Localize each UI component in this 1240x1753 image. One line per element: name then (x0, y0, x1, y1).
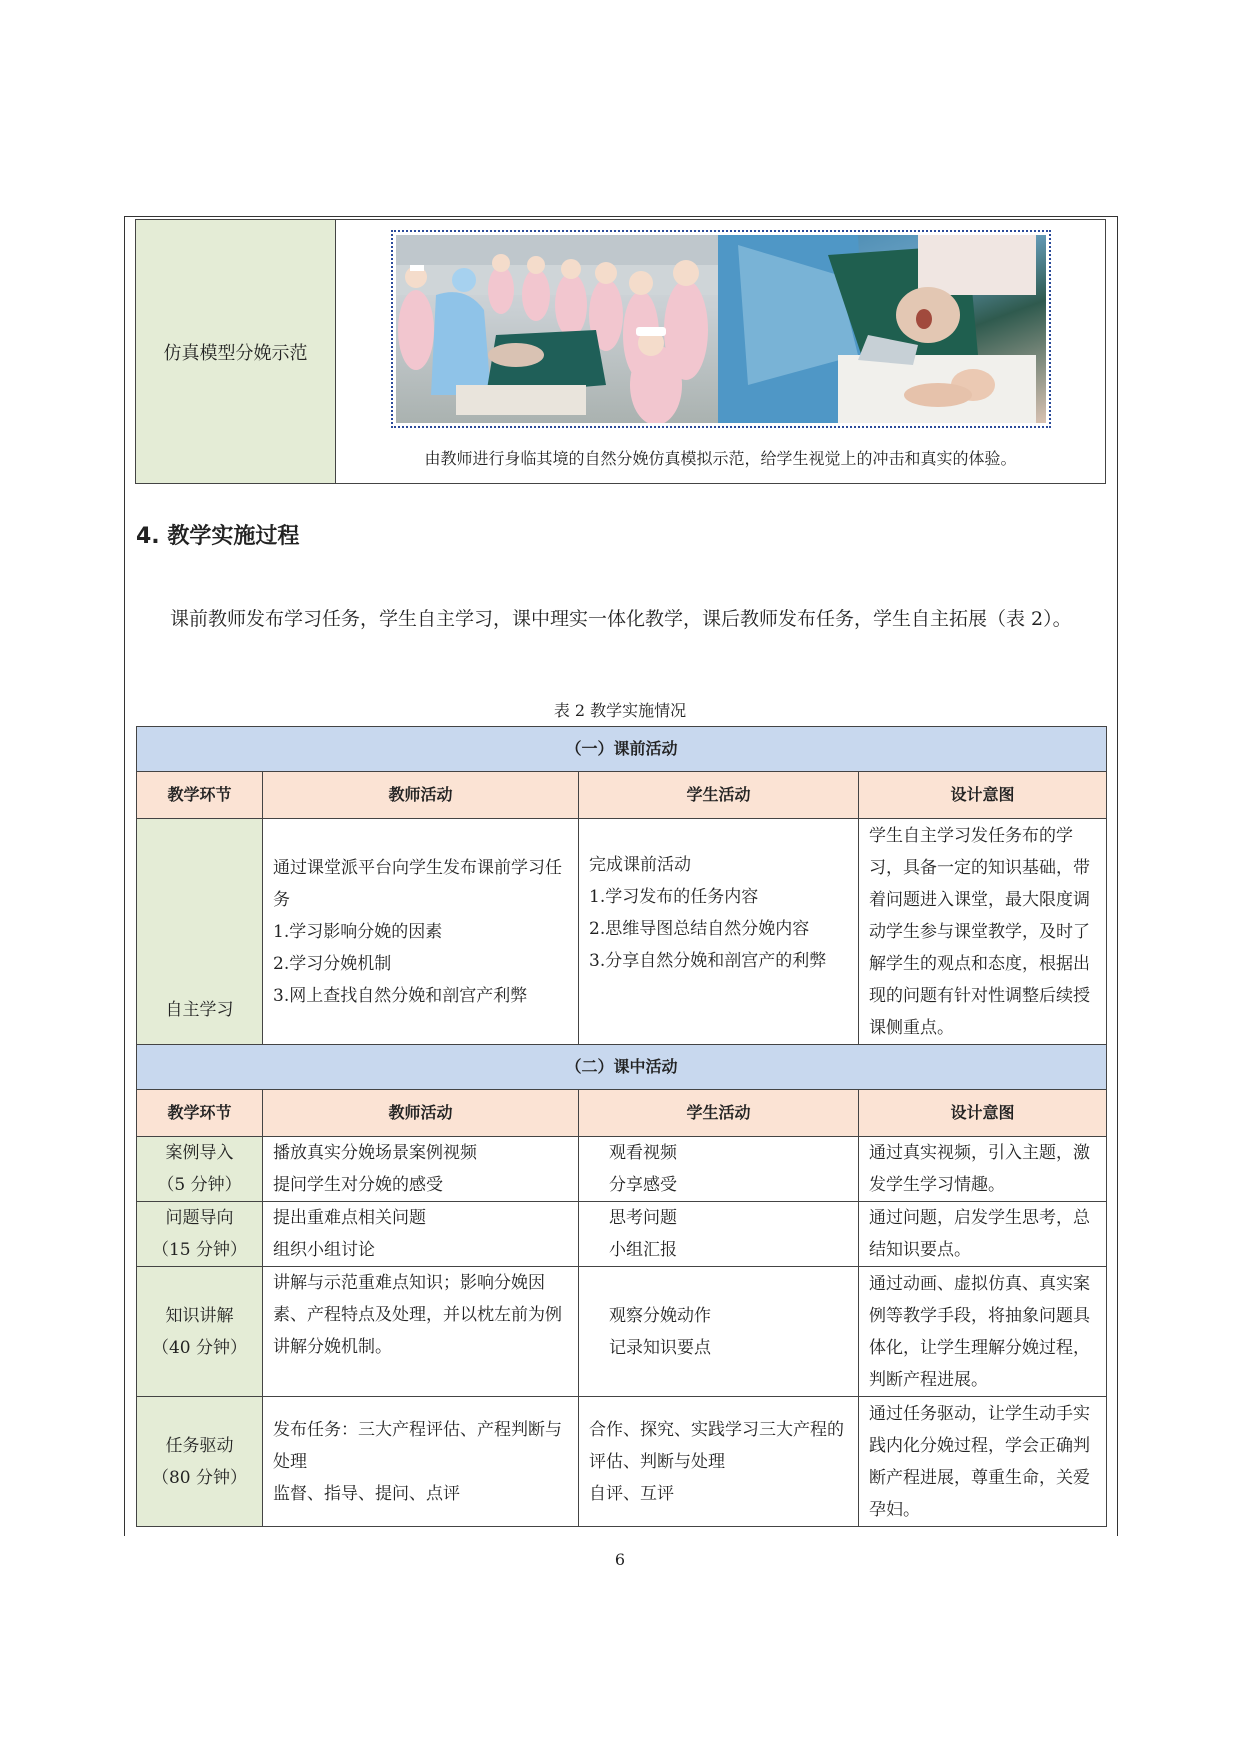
cell-line: 通过课堂派平台向学生发布课前学习任务 (273, 857, 562, 910)
section-row (137, 1045, 1107, 1090)
cell-line: 观察分娩动作 (609, 1305, 711, 1326)
column-header: 设计意图 (859, 1090, 1107, 1137)
stage-duration: （80 分钟） (151, 1467, 248, 1488)
intent-cell: 通过真实视频，引入主题，激发学生学习情趣。 (859, 1137, 1107, 1202)
cell-line: 讲解与示范重难点知识；影响分娩因素、产程特点及处理，并以枕左前为例讲解分娩机制。 (273, 1273, 562, 1357)
stage-duration: （5 分钟） (157, 1175, 242, 1195)
photo-caption: 由教师进行身临其境的自然分娩仿真模拟示范，给学生视觉上的冲击和真实的体验。 (424, 449, 1017, 468)
cell-line: 2.学习分娩机制 (273, 953, 392, 974)
stage-cell (137, 1267, 263, 1397)
demo-photo-cell (336, 220, 1106, 484)
student-cell (579, 1202, 859, 1267)
student-cell (579, 1267, 859, 1397)
cell-line: 3.网上查找自然分娩和剖宫产利弊 (273, 985, 528, 1006)
table-caption: 表 2 教学实施情况 (553, 701, 687, 720)
section-heading: 4. 教学实施过程 (136, 524, 300, 549)
cell-line: 1.学习影响分娩的因素 (273, 921, 443, 942)
cell-line: 合作、探究、实践学习三大产程的评估、判断与处理 (589, 1419, 844, 1472)
cell-line: 小组汇报 (609, 1240, 677, 1260)
column-header: 学生活动 (579, 772, 859, 819)
stage-cell (137, 1202, 263, 1267)
student-cell (579, 1137, 859, 1202)
cell-line: 发布任务：三大产程评估、产程判断与处理 (273, 1419, 562, 1472)
demo-label: 仿真模型分娩示范 (136, 220, 336, 484)
table-row (137, 1267, 1107, 1397)
cell-line: 思考问题 (609, 1208, 677, 1228)
column-header: 教学环节 (137, 772, 263, 819)
page-number: 6 (614, 1550, 626, 1569)
cell-line: 提出重难点相关问题 (273, 1208, 426, 1228)
teacher-cell (263, 819, 579, 1045)
cell-line: 自评、互评 (589, 1483, 674, 1504)
table-row (137, 1202, 1107, 1267)
intent-cell: 通过任务驱动，让学生动手实践内化分娩过程，学会正确判断产程进展，尊重生命，关爱孕妇。 (859, 1397, 1107, 1527)
cell-line: 1.学习发布的任务内容 (589, 887, 759, 907)
teacher-cell (263, 1397, 579, 1527)
intent-cell: 学生自主学习发任务布的学习，具备一定的知识基础，带着问题进入课堂，最大限度调动学生参与课堂教学，及时了解学生的观点和态度，根据出现的问题有针对性调整后续授课侧重点。 (859, 819, 1107, 1045)
column-header: 学生活动 (579, 1090, 859, 1137)
section-title: （一）课前活动 (137, 727, 1107, 772)
cell-line: 提问学生对分娩的感受 (273, 1175, 443, 1195)
teacher-cell (263, 1267, 579, 1397)
cell-line: 完成课前活动 (589, 855, 691, 875)
intent-cell: 通过问题，启发学生思考，总结知识要点。 (859, 1202, 1107, 1267)
teacher-cell (263, 1137, 579, 1202)
column-header: 设计意图 (859, 772, 1107, 819)
stage-name: 自主学习 (165, 1000, 234, 1020)
cell-line: 3.分享自然分娩和剖宫产的利弊 (589, 951, 827, 971)
stage-duration: （15 分钟） (151, 1240, 248, 1260)
table-row (137, 819, 1107, 1045)
stage-name: 问题导向 (165, 1208, 234, 1228)
stage-cell (137, 1137, 263, 1202)
table-row (137, 1397, 1107, 1527)
implementation-table (136, 726, 1107, 1527)
demo-photo (391, 230, 1051, 428)
cell-line: 组织小组讨论 (273, 1240, 375, 1260)
cell-line: 监督、指导、提问、点评 (273, 1483, 460, 1504)
section-row (137, 727, 1107, 772)
intro-paragraph: 课前教师发布学习任务，学生自主学习，课中理实一体化教学，课后教师发布任务，学生自主拓展（表 2）。 (170, 608, 1072, 630)
cell-line: 分享感受 (609, 1175, 677, 1195)
table-row (137, 1137, 1107, 1202)
cell-line: 记录知识要点 (609, 1337, 711, 1358)
stage-name: 知识讲解 (165, 1305, 234, 1326)
classroom-photo (396, 235, 718, 423)
column-header: 教师活动 (263, 772, 579, 819)
column-header: 教师活动 (263, 1090, 579, 1137)
header-row (137, 1090, 1107, 1137)
teacher-cell (263, 1202, 579, 1267)
stage-name: 案例导入 (165, 1143, 234, 1163)
student-cell (579, 819, 859, 1045)
header-row (137, 772, 1107, 819)
student-cell (579, 1397, 859, 1527)
cell-line: 2.思维导图总结自然分娩内容 (589, 919, 810, 939)
cell-line: 观看视频 (609, 1143, 677, 1163)
section-title: （二）课中活动 (137, 1045, 1107, 1090)
delivery-simulation-photo (718, 235, 1046, 423)
column-header: 教学环节 (137, 1090, 263, 1137)
stage-cell (137, 1397, 263, 1527)
intent-cell: 通过动画、虚拟仿真、真实案例等教学手段，将抽象问题具体化，让学生理解分娩过程，判断产程进展。 (859, 1267, 1107, 1397)
cell-line: 播放真实分娩场景案例视频 (273, 1143, 477, 1163)
stage-name: 任务驱动 (165, 1435, 234, 1456)
stage-cell (137, 819, 263, 1045)
stage-duration: （40 分钟） (151, 1337, 248, 1358)
demo-table (135, 219, 1106, 484)
